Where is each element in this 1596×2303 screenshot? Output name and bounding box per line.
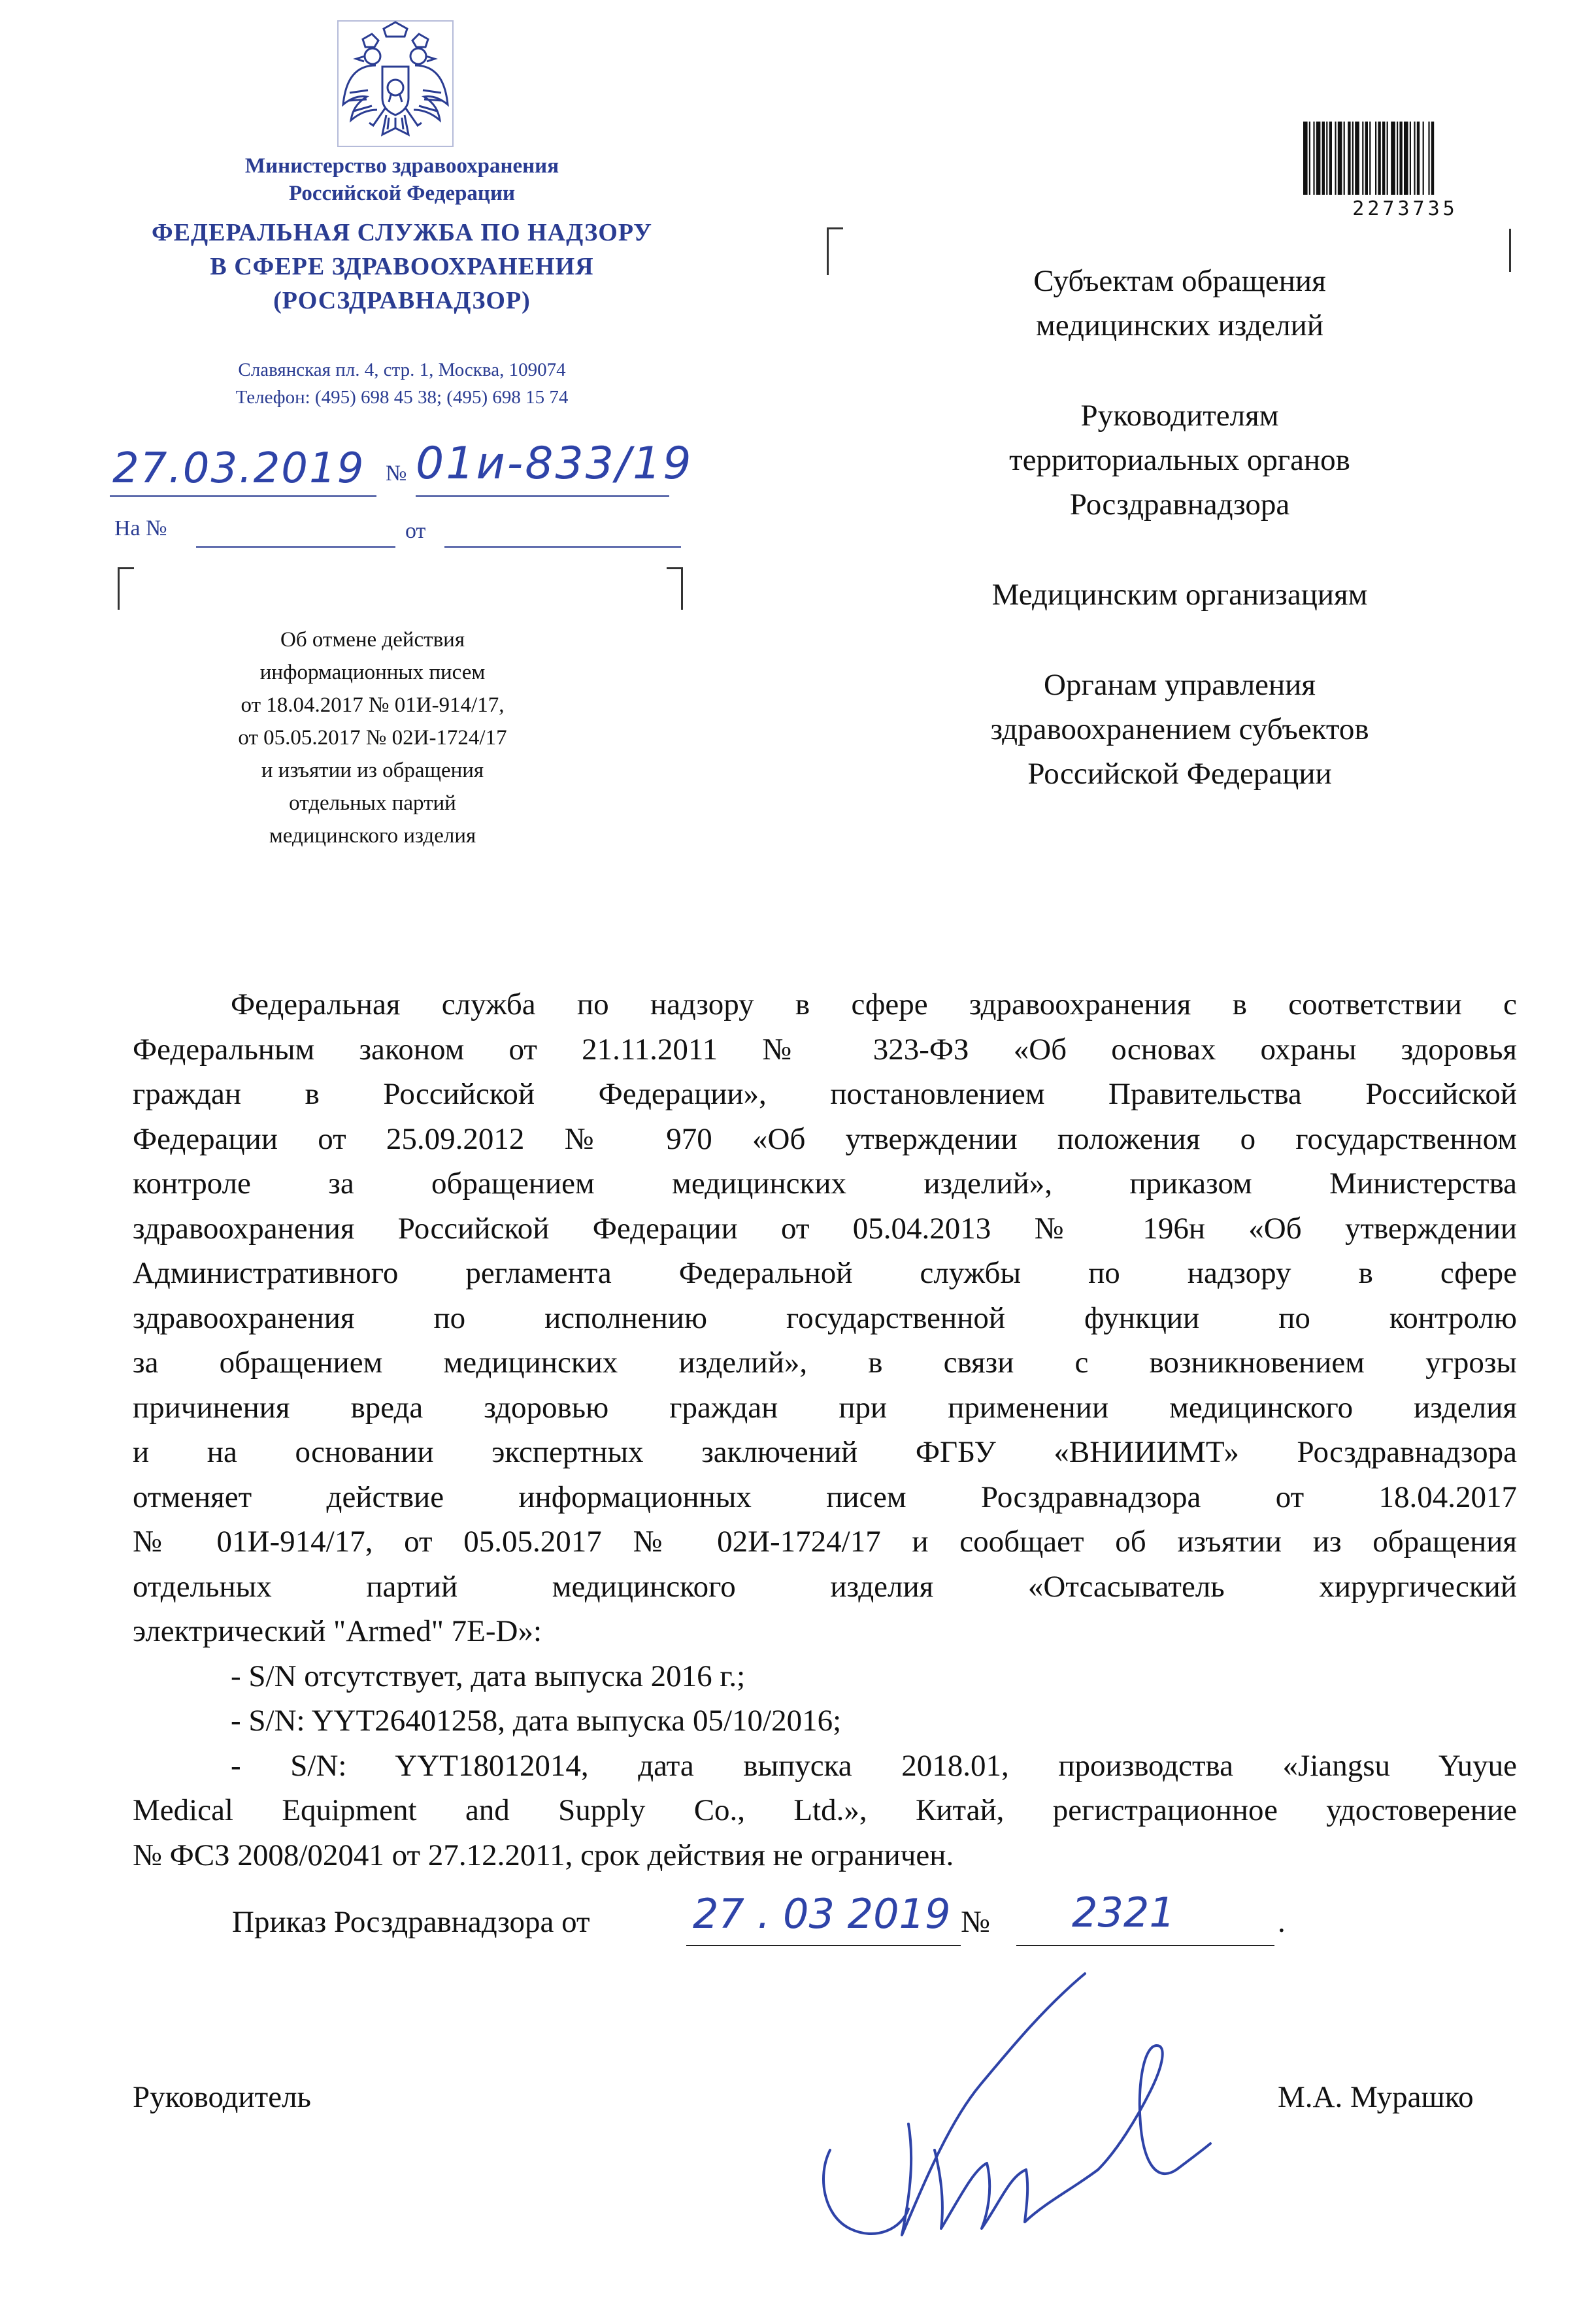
body-line: причинения вреда здоровью граждан при применении медицинского изделия: [133, 1390, 1517, 1425]
letterhead-phone: Телефон: (495) 698 45 38; (495) 698 15 74: [235, 387, 569, 408]
subject-line: Об отмене действия: [280, 628, 465, 652]
letter-subject: [131, 623, 614, 852]
addressee-group: [886, 259, 1474, 348]
reference-date-blank: [444, 546, 681, 548]
addressee-group: [886, 393, 1474, 527]
body-line: Федеральным законом от 21.11.2011 № 323-ФЗ «Об основах охраны здоровья: [133, 1032, 1517, 1067]
subject-line: и изъятии из обращения: [261, 759, 484, 782]
service-name-line2: В СФЕРЕ ЗДРАВООХРАНЕНИЯ: [210, 253, 594, 280]
addressee-line: Руководителям: [1080, 399, 1279, 433]
signer-name: М.А. Мурашко: [1278, 2080, 1474, 2114]
registration-date: 27.03.2019: [112, 444, 365, 493]
body-list-item: - S/N: YYT26401258, дата выпуска 05/10/2016;: [231, 1704, 842, 1738]
body-line: здравоохранения Российской Федерации от 05.04.2013 № 196н «Об утверждении: [133, 1211, 1517, 1246]
body-line: граждан в Российской Федерации», постановлением Правительства Российской: [133, 1077, 1517, 1111]
order-reference-label: Приказ Росздравнадзора от: [232, 1905, 590, 1939]
order-number-label: №: [961, 1905, 990, 1939]
addressee-group: [886, 663, 1474, 796]
ministry-name-line1: Министерство здравоохранения: [244, 154, 559, 178]
barcode-number: 2273735: [1352, 197, 1458, 220]
addressee-line: здравоохранением субъектов: [990, 712, 1369, 746]
order-number-underline: [1016, 1945, 1274, 1946]
letter-body: [133, 982, 1517, 1878]
reference-date-label: от: [405, 519, 426, 543]
body-line: Административного регламента Федеральной службы по надзору в сфере: [133, 1256, 1517, 1290]
addressee-line: Российской Федерации: [1027, 757, 1332, 791]
subject-corner-left: [118, 567, 134, 610]
subject-line: медицинского изделия: [269, 824, 476, 848]
addressee-line: Субъектам обращения: [1033, 264, 1326, 298]
body-line: Федерации от 25.09.2012 № 970 «Об утверждении положения о государственном: [133, 1121, 1517, 1156]
handwritten-signature: [810, 1954, 1216, 2255]
registration-number: 01и-833/19: [416, 438, 693, 489]
subject-line: отдельных партий: [289, 791, 456, 815]
service-name-line3: (РОСЗДРАВНАДЗОР): [273, 287, 531, 314]
service-name-line1: ФЕДЕРАЛЬНАЯ СЛУЖБА ПО НАДЗОРУ: [152, 219, 652, 246]
subject-line: от 18.04.2017 № 01И-914/17,: [241, 693, 505, 717]
body-line: здравоохранения по исполнению государственной функции по контролю: [133, 1301, 1517, 1335]
addressee-line: территориальных органов: [1009, 443, 1350, 477]
reference-number-blank: [196, 546, 395, 548]
addressee-line: Органам управления: [1044, 668, 1316, 702]
body-line: отдельных партий медицинского изделия «Отсасыватель хирургический: [133, 1569, 1517, 1604]
body-line: и на основании экспертных заключений ФГБУ «ВНИИИМТ» Росздравнадзора: [133, 1435, 1517, 1469]
subject-corner-right: [667, 567, 683, 610]
signer-title: Руководитель: [133, 2080, 311, 2114]
body-list-item: - S/N: YYT18012014, дата выпуска 2018.01, производства «Jiangsu Yuyue: [231, 1748, 1517, 1783]
registration-number-label: №: [386, 461, 407, 486]
body-line: № ФСЗ 2008/02041 от 27.12.2011, срок действия не ограничен.: [133, 1838, 954, 1872]
addressee-corner-left: [827, 227, 843, 275]
addressee-corner-right: [1508, 229, 1511, 272]
body-line: за обращением медицинских изделий», в связи с возникновением угрозы: [133, 1346, 1517, 1380]
addressee-group: [886, 572, 1474, 617]
order-date: 27 . 03 2019: [693, 1890, 951, 1938]
ministry-name-line2: Российской Федерации: [289, 182, 515, 205]
registration-number-underline: [416, 495, 669, 497]
order-end-period: .: [1278, 1905, 1286, 1939]
body-line: контроле за обращением медицинских изделий», приказом Министерства: [133, 1167, 1517, 1201]
addressee-line: Росздравнадзора: [1069, 488, 1290, 522]
body-line: № 01И-914/17, от 05.05.2017 № 02И-1724/17 и сообщает об изъятии из обращения: [133, 1525, 1517, 1559]
body-list-item: - S/N отсутствует, дата выпуска 2016 г.;: [231, 1659, 746, 1693]
order-number: 2321: [1072, 1889, 1175, 1936]
body-line: электрический "Armed" 7E-D»:: [133, 1614, 542, 1648]
addressee-line: Медицинским организациям: [991, 578, 1368, 612]
letterhead-address: Славянская пл. 4, стр. 1, Москва, 109074: [238, 359, 566, 380]
addressee-list: [886, 259, 1474, 842]
body-line: Medical Equipment and Supply Co., Ltd.», Китай, регистрационное удостоверение: [133, 1793, 1517, 1827]
subject-line: информационных писем: [259, 661, 486, 684]
reference-number-label: На №: [114, 516, 167, 540]
subject-line: от 05.05.2017 № 02И-1724/17: [238, 726, 507, 750]
order-date-underline: [686, 1945, 961, 1946]
body-line: отменяет действие информационных писем Росздравнадзора от 18.04.2017: [133, 1480, 1517, 1514]
addressee-line: медицинских изделий: [1035, 308, 1323, 342]
registration-date-underline: [110, 495, 376, 497]
body-line: Федеральная служба по надзору в сфере здравоохранения в соответствии с: [231, 987, 1517, 1021]
double-headed-eagle-emblem-icon: [337, 20, 454, 150]
